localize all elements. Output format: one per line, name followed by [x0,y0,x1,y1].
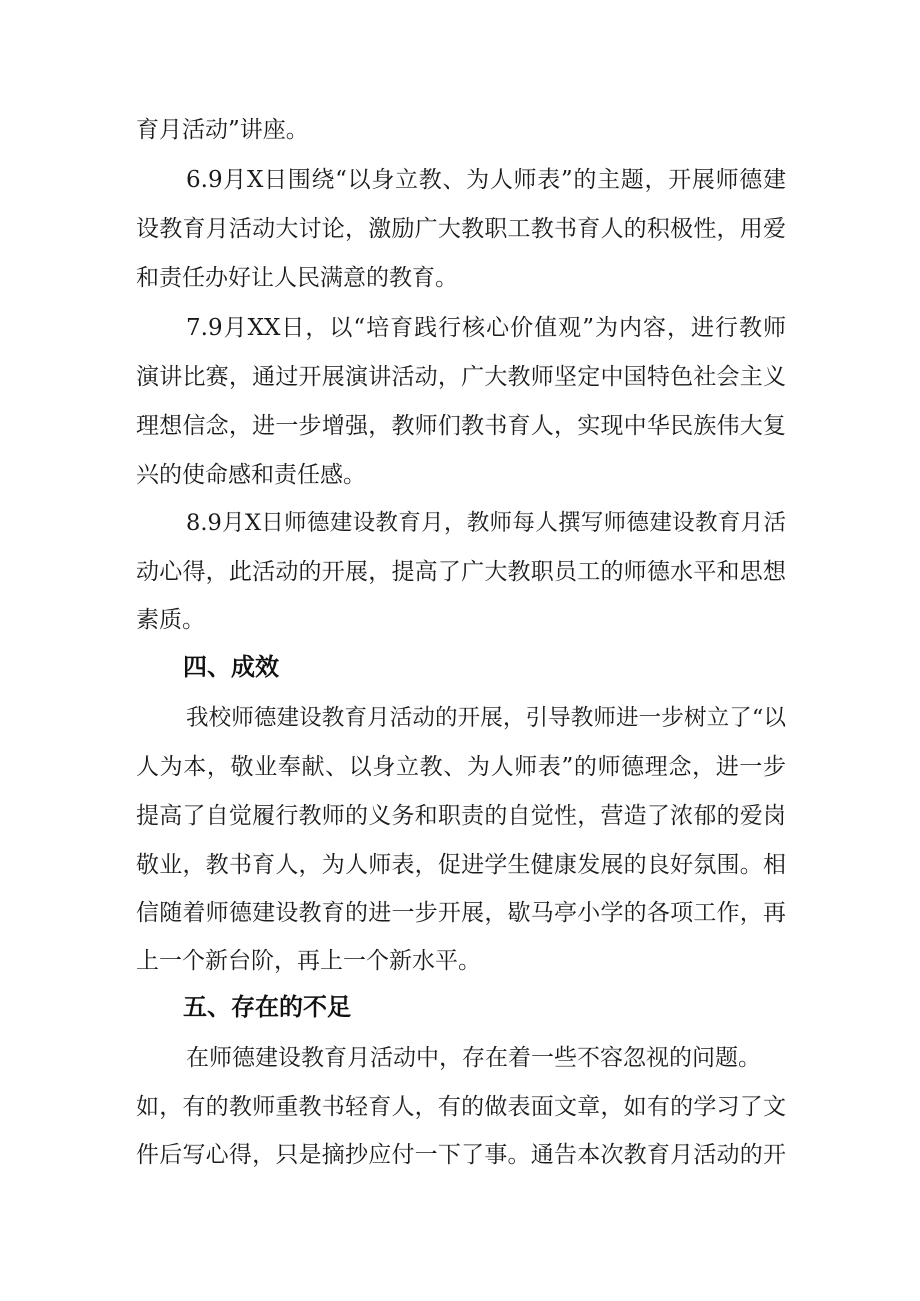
paragraph-line: 动心得，此活动的开展，提高了广大教职员工的师德水平和思想 [136,559,786,585]
paragraph-line: 7.9月XX日，以“培育践行核心价值观”为内容，进行教师 [186,315,786,341]
paragraph-line: 我校师德建设教育月活动的开展，引导教师进一步树立了“以 [186,705,786,731]
paragraph-line: 素质。 [136,607,205,633]
paragraph-line: 兴的使命感和责任感。 [136,462,366,488]
paragraph-line: 上一个新台阶，再上一个新水平。 [136,948,481,974]
section-heading-shortcomings: 五、存在的不足 [183,993,351,1021]
paragraph-line: 如，有的教师重教书轻育人，有的做表面文章，如有的学习了文 [136,1094,786,1120]
paragraph-line: 信随着师德建设教育的进一步开展，歇马亭小学的各项工作，再 [136,900,786,926]
paragraph-line: 敬业，教书育人，为人师表，促进学生健康发展的良好氛围。相 [136,852,786,878]
paragraph-line: 设教育月活动大讨论，激励广大教职工教书育人的积极性，用爱 [136,216,786,242]
section-heading-results: 四、成效 [183,653,279,681]
paragraph-line: 育月活动”讲座。 [136,117,309,143]
paragraph-line: 演讲比赛，通过开展演讲活动，广大教师坚定中国特色社会主义 [136,364,786,390]
paragraph-line: 理想信念，进一步增强，教师们教书育人，实现中华民族伟大复 [136,413,786,439]
paragraph-line: 提高了自觉履行教师的义务和职责的自觉性，营造了浓郁的爱岗 [136,803,786,829]
paragraph-line: 件后写心得，只是摘抄应付一下了事。通告本次教育月活动的开 [136,1142,786,1168]
paragraph-line: 人为本，敬业奉献、以身立教、为人师表”的师德理念，进一步 [136,754,786,780]
paragraph-line: 在师德建设教育月活动中，存在着一些不容忽视的问题。 [186,1045,761,1071]
paragraph-line: 6.9月X日围绕“以身立教、为人师表”的主题，开展师德建 [186,167,786,193]
paragraph-line: 和责任办好让人民满意的教育。 [136,265,458,291]
paragraph-line: 8.9月X日师德建设教育月，教师每人撰写师德建设教育月活 [186,510,786,536]
